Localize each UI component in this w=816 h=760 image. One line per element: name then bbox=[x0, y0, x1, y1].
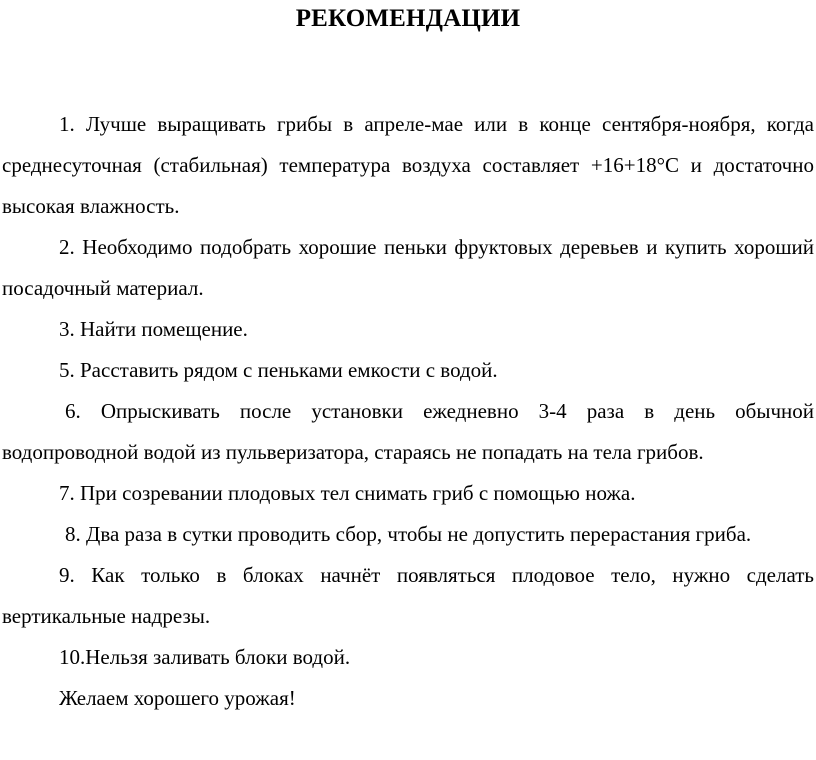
recommendation-1: 1. Лучше выращивать грибы в апреле-мае или в конце сентября-ноября, когда среднесуточная (стабильная) температура воздуха составляет +16+18°С и достаточно высокая влажность. bbox=[2, 112, 814, 218]
recommendation-6: 6. Опрыскивать после установки ежедневно 3-4 раза в день обычной водопроводной водой из пульверизатора, стараясь не попадать на тела грибов. bbox=[2, 399, 814, 464]
document-title: РЕКОМЕНДАЦИИ bbox=[295, 5, 521, 32]
recommendation-8: 8. Два раза в сутки проводить сбор, чтобы не допустить перерастания гриба. bbox=[65, 522, 752, 546]
recommendation-7: 7. При созревании плодовых тел снимать гриб с помощью ножа. bbox=[59, 481, 636, 505]
recommendation-2: 2. Необходимо подобрать хорошие пеньки фруктовых деревьев и купить хороший посадочный материал. bbox=[2, 235, 814, 300]
recommendation-5: 5. Расставить рядом с пеньками емкости с водой. bbox=[59, 358, 498, 382]
recommendation-10: 10.Нельзя заливать блоки водой. bbox=[59, 645, 351, 669]
closing-wish: Желаем хорошего урожая! bbox=[59, 686, 296, 710]
document-body bbox=[2, 104, 814, 719]
recommendation-9: 9. Как только в блоках начнёт появляться плодовое тело, нужно сделать вертикальные надрезы. bbox=[2, 563, 814, 628]
recommendation-3: 3. Найти помещение. bbox=[59, 317, 248, 341]
